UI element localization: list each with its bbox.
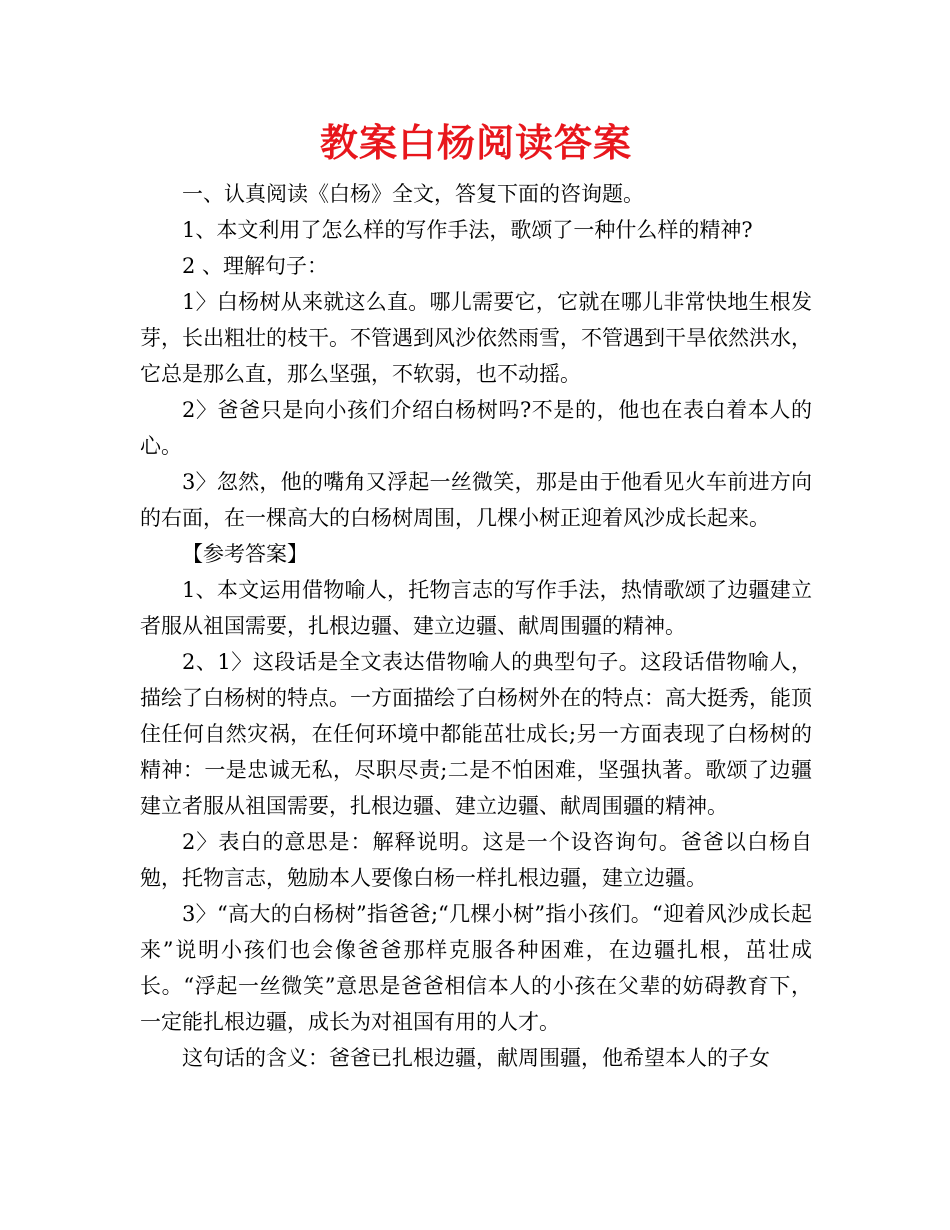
document-page xyxy=(140,116,812,1076)
paragraph: 3〉“高大的白杨树”指爸爸;“几棵小树”指小孩们。“迎着风沙成长起来”说明小孩们也会像爸爸那样克服各种困难，在边疆扎根，茁壮成长。“浮起一丝微笑”意思是爸爸相信本人的小孩在父辈的妨碍教育下，一定能扎根边疆，成长为对祖国有用的人才。 xyxy=(140,902,812,1034)
paragraph: 2 、理解句子： xyxy=(182,254,329,278)
paragraph: 这句话的含义：爸爸已扎根边疆，献周围疆，他希望本人的子女 xyxy=(182,1046,770,1070)
section-heading: 【参考答案】 xyxy=(182,542,308,566)
paragraph: 2〉爸爸只是向小孩们介绍白杨树吗?不是的，他也在表白着本人的心。 xyxy=(140,398,812,458)
document-title: 教案白杨阅读答案 xyxy=(319,121,632,165)
paragraph: 1、本文利用了怎么样的写作手法，歌颂了一种什么样的精神? xyxy=(182,218,753,242)
paragraph: 1〉白杨树从来就这么直。哪儿需要它，它就在哪儿非常快地生根发芽，长出粗壮的枝干。不管遇到风沙依然雨雪，不管遇到干旱依然洪水，它总是那么直，那么坚强，不软弱，也不动摇。 xyxy=(140,290,812,386)
paragraph: 一、认真阅读《白杨》全文，答复下面的咨询题。 xyxy=(182,182,644,206)
paragraph: 3〉忽然，他的嘴角又浮起一丝微笑，那是由于他看见火车前进方向的右面，在一棵高大的白杨树周围，几棵小树正迎着风沙成长起来。 xyxy=(140,470,812,530)
paragraph: 2〉表白的意思是：解释说明。这是一个设咨询句。爸爸以白杨自勉，托物言志，勉励本人要像白杨一样扎根边疆，建立边疆。 xyxy=(140,830,812,890)
paragraph: 2、1〉这段话是全文表达借物喻人的典型句子。这段话借物喻人，描绘了白杨树的特点。一方面描绘了白杨树外在的特点：高大挺秀，能顶住任何自然灾祸，在任何环境中都能茁壮成长;另一方面表现了白杨树的精神：一是忠诚无私，尽职尽责;二是不怕困难，坚强执著。歌颂了边疆建立者服从祖国需要，扎根边疆、建立边疆、献周围疆的精神。 xyxy=(140,650,812,818)
paragraph: 1、本文运用借物喻人，托物言志的写作手法，热情歌颂了边疆建立者服从祖国需要，扎根边疆、建立边疆、献周围疆的精神。 xyxy=(140,578,812,638)
